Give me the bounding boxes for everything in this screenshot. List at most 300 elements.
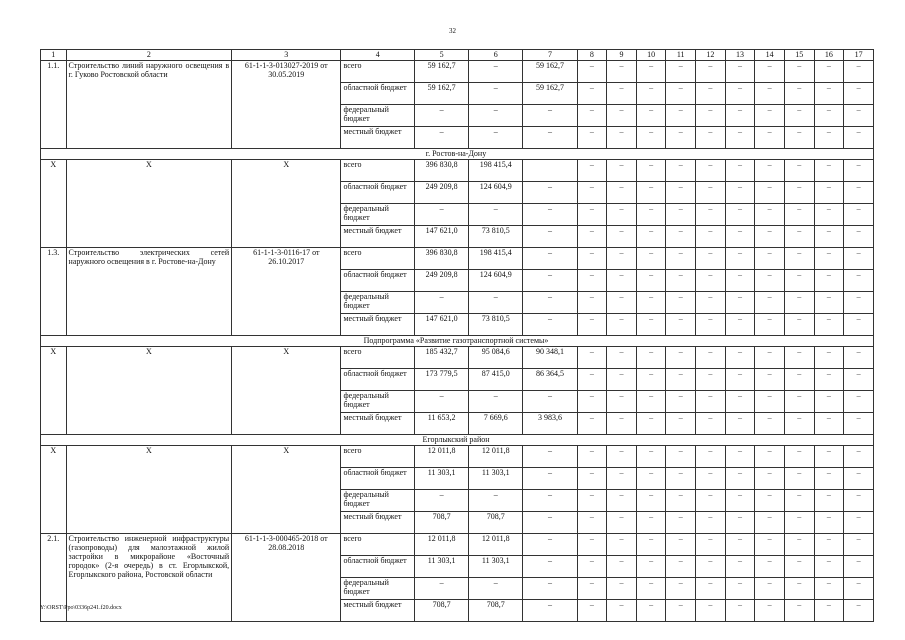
amount-col7: – bbox=[523, 292, 577, 314]
amount-col12: – bbox=[696, 248, 726, 270]
amount-col7: – bbox=[523, 105, 577, 127]
amount-col6: – bbox=[469, 127, 523, 149]
column-header-12: 12 bbox=[696, 50, 726, 61]
amount-col17: – bbox=[844, 534, 874, 556]
object-code: 61-1-1-3-013027-2019 от 30.05.2019 bbox=[232, 61, 341, 149]
amount-col12: – bbox=[696, 270, 726, 292]
amount-col7: – bbox=[523, 226, 577, 248]
amount-col10: – bbox=[636, 61, 666, 83]
object-name: X bbox=[66, 160, 232, 248]
amount-col13: – bbox=[725, 600, 755, 622]
amount-col9: – bbox=[607, 292, 637, 314]
object-name: Строительство линий наружного освещения в г. Гуково Ростовской области bbox=[66, 61, 232, 149]
amount-col7: – bbox=[523, 578, 577, 600]
amount-col8: – bbox=[577, 248, 607, 270]
amount-col10: – bbox=[636, 369, 666, 391]
column-header-7: 7 bbox=[523, 50, 577, 61]
amount-col15: – bbox=[784, 204, 814, 226]
amount-col7: – bbox=[523, 182, 577, 204]
amount-col8: – bbox=[577, 270, 607, 292]
amount-col16: – bbox=[814, 160, 844, 182]
amount-col6: – bbox=[469, 105, 523, 127]
amount-col14: – bbox=[755, 83, 785, 105]
amount-col15: – bbox=[784, 600, 814, 622]
amount-col5: – bbox=[415, 391, 469, 413]
header-row bbox=[41, 50, 874, 61]
amount-col14: – bbox=[755, 512, 785, 534]
amount-col14: – bbox=[755, 468, 785, 490]
amount-col12: – bbox=[696, 446, 726, 468]
amount-col16: – bbox=[814, 204, 844, 226]
amount-col7 bbox=[523, 160, 577, 182]
amount-col14: – bbox=[755, 490, 785, 512]
amount-col16: – bbox=[814, 105, 844, 127]
amount-col8: – bbox=[577, 490, 607, 512]
column-header-9: 9 bbox=[607, 50, 637, 61]
column-header-10: 10 bbox=[636, 50, 666, 61]
amount-col10: – bbox=[636, 468, 666, 490]
funding-source: областной бюджет bbox=[341, 83, 415, 105]
amount-col13: – bbox=[725, 468, 755, 490]
row-number: X bbox=[41, 160, 67, 248]
amount-col17: – bbox=[844, 600, 874, 622]
amount-col5: 396 830,8 bbox=[415, 160, 469, 182]
amount-col17: – bbox=[844, 204, 874, 226]
amount-col12: – bbox=[696, 160, 726, 182]
amount-col9: – bbox=[607, 556, 637, 578]
column-header-15: 15 bbox=[784, 50, 814, 61]
amount-col16: – bbox=[814, 512, 844, 534]
amount-col10: – bbox=[636, 83, 666, 105]
table-row bbox=[41, 446, 874, 468]
amount-col15: – bbox=[784, 556, 814, 578]
object-code: X bbox=[232, 347, 341, 435]
amount-col7: 90 348,1 bbox=[523, 347, 577, 369]
funding-source: федеральный бюджет bbox=[341, 391, 415, 413]
column-header-5: 5 bbox=[415, 50, 469, 61]
amount-col8: – bbox=[577, 182, 607, 204]
amount-col11: – bbox=[666, 83, 696, 105]
amount-col13: – bbox=[725, 182, 755, 204]
amount-col13: – bbox=[725, 347, 755, 369]
amount-col6: 708,7 bbox=[469, 600, 523, 622]
amount-col9: – bbox=[607, 248, 637, 270]
amount-col6: 708,7 bbox=[469, 512, 523, 534]
amount-col11: – bbox=[666, 160, 696, 182]
funding-source: федеральный бюджет bbox=[341, 292, 415, 314]
amount-col6: 12 011,8 bbox=[469, 446, 523, 468]
amount-col5: 185 432,7 bbox=[415, 347, 469, 369]
amount-col7: 3 983,6 bbox=[523, 413, 577, 435]
object-code: 61-1-1-3-0116-17 от 26.10.2017 bbox=[232, 248, 341, 336]
table-body bbox=[41, 50, 874, 622]
funding-source: всего bbox=[341, 61, 415, 83]
amount-col15: – bbox=[784, 61, 814, 83]
amount-col7: – bbox=[523, 600, 577, 622]
amount-col10: – bbox=[636, 204, 666, 226]
amount-col13: – bbox=[725, 127, 755, 149]
amount-col8: – bbox=[577, 314, 607, 336]
amount-col16: – bbox=[814, 127, 844, 149]
amount-col7: – bbox=[523, 391, 577, 413]
amount-col16: – bbox=[814, 347, 844, 369]
amount-col14: – bbox=[755, 413, 785, 435]
amount-col5: 147 621,0 bbox=[415, 226, 469, 248]
column-header-1: 1 bbox=[41, 50, 67, 61]
object-name: Строительство электрических сетей наружного освещения в г. Ростове-на-Дону bbox=[66, 248, 232, 336]
amount-col8: – bbox=[577, 204, 607, 226]
column-header-4: 4 bbox=[341, 50, 415, 61]
amount-col8: – bbox=[577, 347, 607, 369]
amount-col13: – bbox=[725, 512, 755, 534]
amount-col9: – bbox=[607, 61, 637, 83]
amount-col8: – bbox=[577, 83, 607, 105]
column-header-14: 14 bbox=[755, 50, 785, 61]
amount-col6: – bbox=[469, 292, 523, 314]
budget-table bbox=[40, 49, 874, 622]
amount-col11: – bbox=[666, 600, 696, 622]
amount-col15: – bbox=[784, 182, 814, 204]
amount-col12: – bbox=[696, 578, 726, 600]
amount-col7: – bbox=[523, 248, 577, 270]
funding-source: местный бюджет bbox=[341, 127, 415, 149]
row-number: X bbox=[41, 347, 67, 435]
amount-col5: 708,7 bbox=[415, 600, 469, 622]
column-header-6: 6 bbox=[469, 50, 523, 61]
column-header-13: 13 bbox=[725, 50, 755, 61]
amount-col9: – bbox=[607, 127, 637, 149]
section-title: Егорлыкский район bbox=[41, 435, 874, 446]
amount-col10: – bbox=[636, 160, 666, 182]
amount-col5: – bbox=[415, 204, 469, 226]
amount-col9: – bbox=[607, 270, 637, 292]
amount-col8: – bbox=[577, 160, 607, 182]
column-header-2: 2 bbox=[66, 50, 232, 61]
amount-col12: – bbox=[696, 61, 726, 83]
amount-col9: – bbox=[607, 369, 637, 391]
amount-col16: – bbox=[814, 248, 844, 270]
amount-col5: 11 653,2 bbox=[415, 413, 469, 435]
amount-col10: – bbox=[636, 270, 666, 292]
object-code: X bbox=[232, 160, 341, 248]
amount-col6: 73 810,5 bbox=[469, 314, 523, 336]
amount-col9: – bbox=[607, 204, 637, 226]
amount-col17: – bbox=[844, 248, 874, 270]
amount-col13: – bbox=[725, 556, 755, 578]
amount-col14: – bbox=[755, 314, 785, 336]
amount-col13: – bbox=[725, 578, 755, 600]
amount-col12: – bbox=[696, 182, 726, 204]
amount-col9: – bbox=[607, 446, 637, 468]
amount-col15: – bbox=[784, 292, 814, 314]
amount-col16: – bbox=[814, 83, 844, 105]
amount-col17: – bbox=[844, 61, 874, 83]
table-row bbox=[41, 534, 874, 556]
funding-source: областной бюджет bbox=[341, 468, 415, 490]
amount-col13: – bbox=[725, 248, 755, 270]
amount-col15: – bbox=[784, 127, 814, 149]
amount-col11: – bbox=[666, 534, 696, 556]
amount-col11: – bbox=[666, 314, 696, 336]
amount-col12: – bbox=[696, 83, 726, 105]
amount-col16: – bbox=[814, 578, 844, 600]
amount-col14: – bbox=[755, 556, 785, 578]
amount-col14: – bbox=[755, 369, 785, 391]
amount-col12: – bbox=[696, 314, 726, 336]
amount-col10: – bbox=[636, 446, 666, 468]
row-number: 1.1. bbox=[41, 61, 67, 149]
funding-source: федеральный бюджет bbox=[341, 578, 415, 600]
amount-col16: – bbox=[814, 556, 844, 578]
amount-col10: – bbox=[636, 127, 666, 149]
amount-col15: – bbox=[784, 512, 814, 534]
amount-col5: – bbox=[415, 292, 469, 314]
amount-col10: – bbox=[636, 105, 666, 127]
funding-source: всего bbox=[341, 446, 415, 468]
amount-col10: – bbox=[636, 600, 666, 622]
amount-col11: – bbox=[666, 127, 696, 149]
amount-col15: – bbox=[784, 248, 814, 270]
amount-col10: – bbox=[636, 578, 666, 600]
amount-col11: – bbox=[666, 391, 696, 413]
table-row bbox=[41, 61, 874, 83]
amount-col9: – bbox=[607, 413, 637, 435]
amount-col17: – bbox=[844, 512, 874, 534]
amount-col12: – bbox=[696, 413, 726, 435]
amount-col14: – bbox=[755, 600, 785, 622]
amount-col6: 12 011,8 bbox=[469, 534, 523, 556]
amount-col9: – bbox=[607, 490, 637, 512]
amount-col15: – bbox=[784, 347, 814, 369]
amount-col16: – bbox=[814, 369, 844, 391]
amount-col17: – bbox=[844, 314, 874, 336]
amount-col14: – bbox=[755, 534, 785, 556]
amount-col10: – bbox=[636, 182, 666, 204]
amount-col5: 708,7 bbox=[415, 512, 469, 534]
amount-col5: 11 303,1 bbox=[415, 556, 469, 578]
amount-col15: – bbox=[784, 490, 814, 512]
section-title: Подпрограмма «Развитие газотранспортной системы» bbox=[41, 336, 874, 347]
amount-col5: 173 779,5 bbox=[415, 369, 469, 391]
amount-col6: – bbox=[469, 391, 523, 413]
amount-col5: – bbox=[415, 578, 469, 600]
amount-col15: – bbox=[784, 391, 814, 413]
amount-col7: – bbox=[523, 556, 577, 578]
amount-col15: – bbox=[784, 160, 814, 182]
amount-col5: – bbox=[415, 127, 469, 149]
funding-source: всего bbox=[341, 160, 415, 182]
amount-col17: – bbox=[844, 105, 874, 127]
amount-col14: – bbox=[755, 248, 785, 270]
amount-col11: – bbox=[666, 270, 696, 292]
amount-col17: – bbox=[844, 391, 874, 413]
amount-col14: – bbox=[755, 182, 785, 204]
amount-col5: 12 011,8 bbox=[415, 446, 469, 468]
amount-col16: – bbox=[814, 292, 844, 314]
amount-col16: – bbox=[814, 468, 844, 490]
amount-col7: – bbox=[523, 314, 577, 336]
amount-col12: – bbox=[696, 534, 726, 556]
amount-col11: – bbox=[666, 204, 696, 226]
funding-source: местный бюджет bbox=[341, 226, 415, 248]
amount-col15: – bbox=[784, 413, 814, 435]
amount-col8: – bbox=[577, 413, 607, 435]
amount-col12: – bbox=[696, 391, 726, 413]
amount-col8: – bbox=[577, 534, 607, 556]
amount-col11: – bbox=[666, 578, 696, 600]
amount-col13: – bbox=[725, 83, 755, 105]
column-header-11: 11 bbox=[666, 50, 696, 61]
funding-source: местный бюджет bbox=[341, 314, 415, 336]
amount-col9: – bbox=[607, 226, 637, 248]
amount-col10: – bbox=[636, 226, 666, 248]
funding-source: федеральный бюджет bbox=[341, 105, 415, 127]
amount-col10: – bbox=[636, 534, 666, 556]
column-header-17: 17 bbox=[844, 50, 874, 61]
amount-col17: – bbox=[844, 292, 874, 314]
amount-col13: – bbox=[725, 292, 755, 314]
amount-col12: – bbox=[696, 204, 726, 226]
amount-col6: – bbox=[469, 204, 523, 226]
amount-col13: – bbox=[725, 105, 755, 127]
amount-col15: – bbox=[784, 578, 814, 600]
amount-col14: – bbox=[755, 292, 785, 314]
amount-col17: – bbox=[844, 369, 874, 391]
amount-col13: – bbox=[725, 369, 755, 391]
column-header-16: 16 bbox=[814, 50, 844, 61]
amount-col13: – bbox=[725, 490, 755, 512]
amount-col11: – bbox=[666, 369, 696, 391]
amount-col14: – bbox=[755, 226, 785, 248]
amount-col14: – bbox=[755, 127, 785, 149]
funding-source: федеральный бюджет bbox=[341, 490, 415, 512]
row-number: X bbox=[41, 446, 67, 534]
amount-col7: 59 162,7 bbox=[523, 83, 577, 105]
amount-col13: – bbox=[725, 160, 755, 182]
amount-col12: – bbox=[696, 105, 726, 127]
amount-col11: – bbox=[666, 105, 696, 127]
funding-source: всего bbox=[341, 248, 415, 270]
amount-col17: – bbox=[844, 347, 874, 369]
amount-col12: – bbox=[696, 556, 726, 578]
amount-col13: – bbox=[725, 446, 755, 468]
amount-col5: – bbox=[415, 490, 469, 512]
amount-col15: – bbox=[784, 446, 814, 468]
amount-col6: 124 604,9 bbox=[469, 182, 523, 204]
amount-col12: – bbox=[696, 127, 726, 149]
amount-col17: – bbox=[844, 270, 874, 292]
amount-col6: – bbox=[469, 61, 523, 83]
amount-col9: – bbox=[607, 83, 637, 105]
amount-col9: – bbox=[607, 578, 637, 600]
amount-col5: 59 162,7 bbox=[415, 61, 469, 83]
object-code: X bbox=[232, 446, 341, 534]
amount-col11: – bbox=[666, 182, 696, 204]
amount-col17: – bbox=[844, 413, 874, 435]
funding-source: всего bbox=[341, 347, 415, 369]
amount-col13: – bbox=[725, 391, 755, 413]
amount-col15: – bbox=[784, 314, 814, 336]
amount-col9: – bbox=[607, 347, 637, 369]
amount-col8: – bbox=[577, 556, 607, 578]
amount-col8: – bbox=[577, 226, 607, 248]
amount-col7: – bbox=[523, 490, 577, 512]
amount-col10: – bbox=[636, 314, 666, 336]
column-header-3: 3 bbox=[232, 50, 341, 61]
funding-source: местный бюджет bbox=[341, 600, 415, 622]
amount-col9: – bbox=[607, 534, 637, 556]
amount-col8: – bbox=[577, 369, 607, 391]
amount-col5: 396 830,8 bbox=[415, 248, 469, 270]
amount-col15: – bbox=[784, 270, 814, 292]
table-row bbox=[41, 160, 874, 182]
amount-col9: – bbox=[607, 391, 637, 413]
amount-col14: – bbox=[755, 347, 785, 369]
amount-col10: – bbox=[636, 292, 666, 314]
amount-col6: 11 303,1 bbox=[469, 556, 523, 578]
amount-col13: – bbox=[725, 314, 755, 336]
amount-col17: – bbox=[844, 578, 874, 600]
amount-col10: – bbox=[636, 512, 666, 534]
amount-col7: – bbox=[523, 270, 577, 292]
column-header-8: 8 bbox=[577, 50, 607, 61]
amount-col12: – bbox=[696, 512, 726, 534]
table-row bbox=[41, 347, 874, 369]
amount-col16: – bbox=[814, 226, 844, 248]
amount-col6: 198 415,4 bbox=[469, 248, 523, 270]
amount-col16: – bbox=[814, 413, 844, 435]
amount-col14: – bbox=[755, 391, 785, 413]
amount-col5: 147 621,0 bbox=[415, 314, 469, 336]
amount-col8: – bbox=[577, 292, 607, 314]
amount-col6: 7 669,6 bbox=[469, 413, 523, 435]
amount-col8: – bbox=[577, 468, 607, 490]
amount-col11: – bbox=[666, 347, 696, 369]
amount-col8: – bbox=[577, 127, 607, 149]
row-number: 1.3. bbox=[41, 248, 67, 336]
amount-col17: – bbox=[844, 556, 874, 578]
amount-col9: – bbox=[607, 512, 637, 534]
amount-col8: – bbox=[577, 578, 607, 600]
amount-col7: 59 162,7 bbox=[523, 61, 577, 83]
amount-col6: – bbox=[469, 578, 523, 600]
amount-col15: – bbox=[784, 468, 814, 490]
row-number: 2.1. bbox=[41, 534, 67, 622]
object-code: 61-1-1-3-000465-2018 от 28.08.2018 bbox=[232, 534, 341, 622]
amount-col16: – bbox=[814, 61, 844, 83]
amount-col5: 59 162,7 bbox=[415, 83, 469, 105]
amount-col9: – bbox=[607, 468, 637, 490]
amount-col6: 95 084,6 bbox=[469, 347, 523, 369]
amount-col6: – bbox=[469, 490, 523, 512]
object-name: X bbox=[66, 446, 232, 534]
section-title-row bbox=[41, 336, 874, 347]
amount-col6: – bbox=[469, 83, 523, 105]
amount-col13: – bbox=[725, 270, 755, 292]
amount-col5: 249 209,8 bbox=[415, 182, 469, 204]
amount-col6: 11 303,1 bbox=[469, 468, 523, 490]
amount-col12: – bbox=[696, 468, 726, 490]
amount-col7: – bbox=[523, 512, 577, 534]
amount-col16: – bbox=[814, 391, 844, 413]
amount-col7: – bbox=[523, 204, 577, 226]
amount-col17: – bbox=[844, 490, 874, 512]
amount-col8: – bbox=[577, 446, 607, 468]
amount-col16: – bbox=[814, 600, 844, 622]
funding-source: федеральный бюджет bbox=[341, 204, 415, 226]
amount-col14: – bbox=[755, 446, 785, 468]
amount-col17: – bbox=[844, 127, 874, 149]
